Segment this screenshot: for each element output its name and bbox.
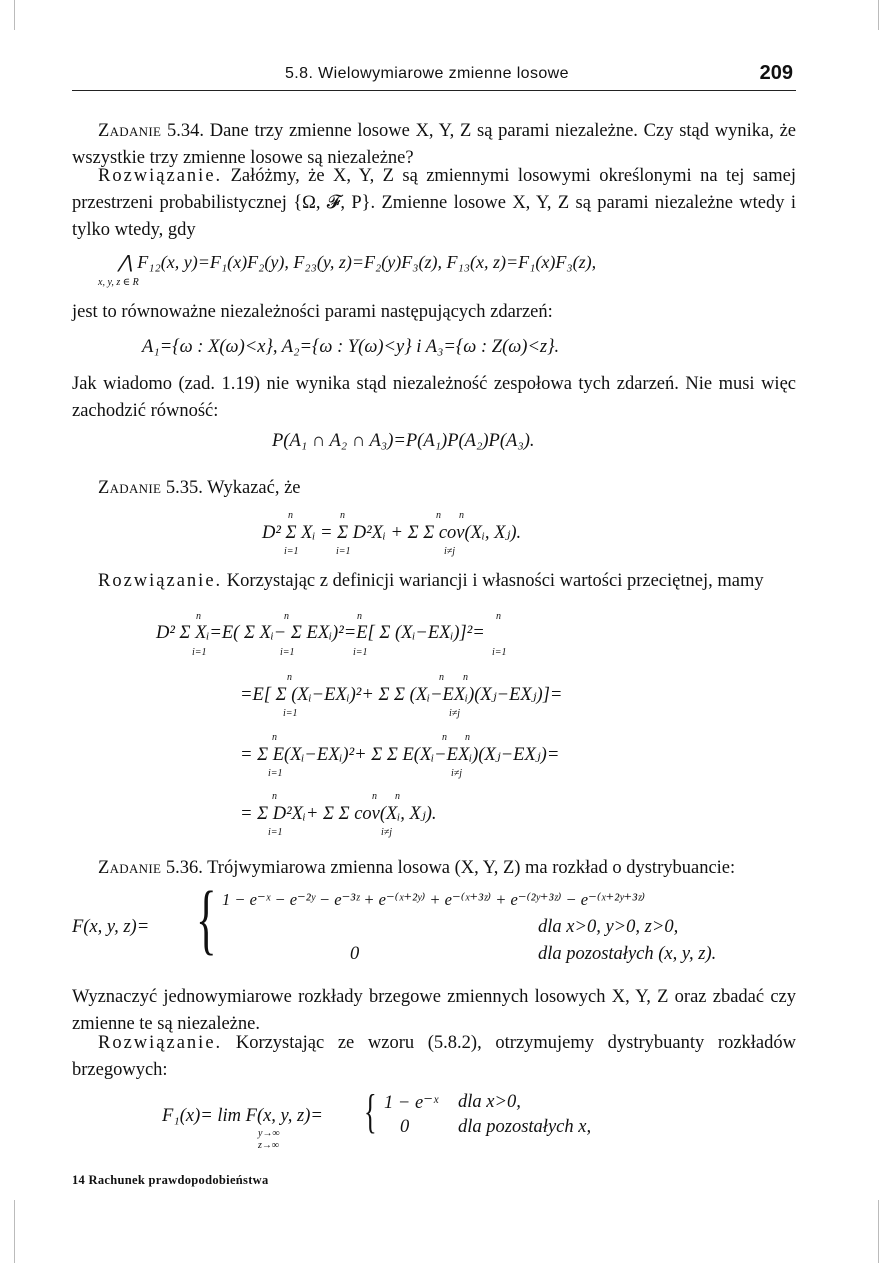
sum-lower-limit: i=1 [353,647,368,658]
solution-5-34 [72,163,796,244]
sum-lower-limit: i=1 [280,647,295,658]
derivation-line-3: = Σ E(Xᵢ−EXᵢ)²+ Σ Σ E(Xᵢ−EXᵢ)(Xⱼ−EXⱼ)= [240,745,560,765]
equation-product-probability: P(A₁ ∩ A₂ ∩ A₃)=P(A₁)P(A₂)P(A₃). [272,431,535,451]
equation-events: A₁={ω : X(ω)<x}, A₂={ω : Y(ω)<y} i A₃={ω : Z(ω)<z}. [142,337,560,357]
exercise-label: Zadanie [98,478,162,498]
paragraph-joint-independence: Jak wiadomo (zad. 1.19) nie wynika stąd niezależność zespołowa tych zdarzeń. Nie musi więc zachodzić równość: [72,374,796,421]
derivation-line-1: D² Σ Xᵢ=E( Σ Xᵢ− Σ EXᵢ)²=E[ Σ (Xᵢ−EXᵢ)]²= [156,623,485,643]
sum-lower-limit: i=1 [192,647,207,658]
signature-footer: 14 Rachunek prawdopodobieństwa [72,1173,269,1187]
exercise-number: 5.36. [165,858,203,878]
equation-variance-of-sum: D² Σ Xᵢ = Σ D²Xᵢ + Σ Σ cov(Xᵢ, Xⱼ). [262,523,522,543]
limit-subscript-z: z→∞ [258,1140,280,1151]
derivation-line-4: = Σ D²Xᵢ+ Σ Σ cov(Xᵢ, Xⱼ). [240,804,437,824]
exercise-label: Zadanie [98,121,162,141]
sum-lower-limit: i=1 [336,546,351,557]
sum-upper-limit: n [340,510,345,521]
sum-upper-limit: n [459,510,464,521]
page-edge-left-bottom [14,1200,15,1263]
page-number: 209 [759,62,793,84]
left-brace: { [196,875,217,962]
equation-quantifier-subscript: x, y, z ∈ R [98,277,139,288]
page-edge-left-top [14,0,15,30]
sum-upper-limit: n [436,510,441,521]
sum-lower-limit: i≠j [451,768,463,779]
sum-lower-limit: i=1 [268,768,283,779]
solution-5-36 [72,1030,796,1084]
exercise-label: Zadanie [98,858,162,878]
marginal-case-1-condition: dla x>0, [458,1092,521,1112]
limit-subscript-y: y→∞ [258,1128,280,1139]
page-edge-right-bottom [878,1200,879,1263]
sum-lower-limit: i=1 [268,827,283,838]
sum-lower-limit: i=1 [284,546,299,557]
sum-lower-limit: i=1 [492,647,507,658]
exercise-5-36 [72,855,796,882]
page-edge-right-top [878,0,879,30]
solution-text: Załóżmy, że X, Y, Z są zmiennymi losowymi określonymi na tej samej przestrzeni probabilistycznej {Ω, 𝓕, P}. Zmienne losowe X, Y, Z są parami niezależne wtedy i tylko wtedy, gdy [72,166,797,240]
sum-lower-limit: i≠j [444,546,456,557]
cdf-case-2-expression: 0 [350,944,360,964]
equation-pairwise-independence: ⋀ F₁₂(x, y)=F₁(x)F₂(y), F₂₃(y, z)=F₂(y)F₃(z), F₁₃(x, z)=F₁(x)F₃(z), [118,252,597,272]
cdf-case-2-condition: dla pozostałych (x, y, z). [538,944,717,964]
derivation-line-2: =E[ Σ (Xᵢ−EXᵢ)²+ Σ Σ (Xᵢ−EXᵢ)(Xⱼ−EXⱼ)]= [240,685,563,705]
sum-lower-limit: i≠j [449,708,461,719]
solution-text: Korzystając ze wzoru (5.8.2), otrzymujemy dystrybuanty rozkładów brzegowych: [72,1033,796,1080]
marginal-cdf-lhs: F₁(x)= lim F(x, y, z)= [162,1106,323,1126]
exercise-number: 5.35. [165,478,203,498]
sum-upper-limit: n [287,672,292,683]
sum-upper-limit: n [463,672,468,683]
left-brace: { [364,1085,377,1138]
sum-upper-limit: n [442,732,447,743]
sum-upper-limit: n [439,672,444,683]
cdf-case-1-expression: 1 − e⁻ˣ − e⁻²ʸ − e⁻³ᶻ + e⁻⁽ˣ⁺²ʸ⁾ + e⁻⁽ˣ⁺³ᶻ⁾ + e⁻⁽²ʸ⁺³ᶻ⁾ − e⁻⁽ˣ⁺²ʸ⁺³ᶻ⁾ [222,890,646,909]
sum-upper-limit: n [288,510,293,521]
sum-upper-limit: n [372,791,377,802]
sum-upper-limit: n [272,732,277,743]
exercise-text: Wykazać, że [207,478,301,498]
marginal-case-1-expression: 1 − e⁻ˣ [384,1093,439,1113]
cdf-lhs: F(x, y, z)= [72,917,150,937]
sum-upper-limit: n [272,791,277,802]
marginal-case-2-expression: 0 [400,1117,410,1137]
sum-upper-limit: n [357,611,362,622]
exercise-text: Trójwymiarowa zmienna losowa (X, Y, Z) ma rozkład o dystrybuancie: [207,858,736,878]
solution-text: Korzystając z definicji wariancji i własności wartości przeciętnej, mamy [226,571,764,591]
exercise-text: Dane trzy zmienne losowe X, Y, Z są parami niezależne. Czy stąd wynika, że wszystkie trzy zmienne losowe są niezależne? [72,121,797,168]
sum-lower-limit: i≠j [381,827,393,838]
paragraph-events: jest to równoważne niezależności parami następujących zdarzeń: [72,302,553,322]
solution-label: Rozwiązanie. [98,1033,223,1053]
marginal-case-2-condition: dla pozostałych x, [458,1117,592,1137]
running-header [0,62,893,89]
exercise-number: 5.34. [166,121,204,141]
sum-upper-limit: n [196,611,201,622]
exercise-5-35 [72,475,796,502]
solution-label: Rozwiązanie. [98,166,223,186]
header-rule [72,90,796,91]
paragraph-task: Wyznaczyć jednowymiarowe rozkłady brzegowe zmiennych losowych X, Y, Z oraz zbadać czy zmienne te są niezależne. [72,987,796,1034]
sum-upper-limit: n [496,611,501,622]
cdf-case-1-condition: dla x>0, y>0, z>0, [538,917,679,937]
solution-5-35 [72,568,796,595]
sum-upper-limit: n [395,791,400,802]
sum-upper-limit: n [284,611,289,622]
running-title: 5.8. Wielowymiarowe zmienne losowe [285,65,569,82]
sum-lower-limit: i=1 [283,708,298,719]
solution-label: Rozwiązanie. [98,571,223,591]
sum-upper-limit: n [465,732,470,743]
